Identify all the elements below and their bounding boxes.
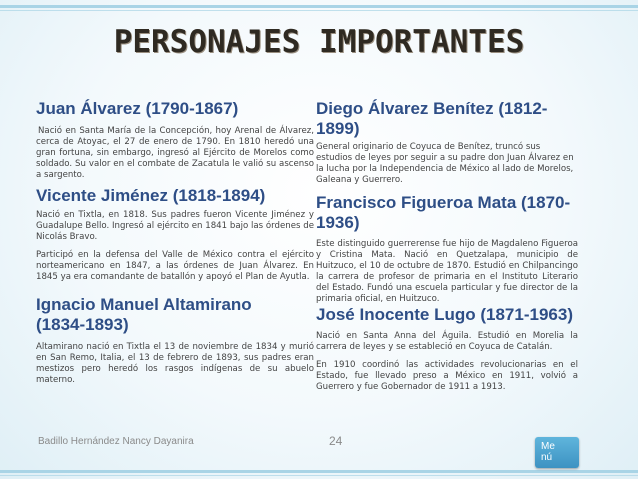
- person-heading: Diego Álvarez Benítez (1812-1899): [316, 99, 548, 138]
- person-heading: Vicente Jiménez (1818-1894): [36, 186, 266, 205]
- menu-button[interactable]: [535, 437, 579, 468]
- bottom-decor-stripe: [0, 470, 638, 473]
- person-paragraph: Este distinguido guerrerense fue hijo de Magdaleno Figueroa y Cristina Mata. Nació en Quetzalapa, municipio de Huitzuco, el 10 de octubre de 1870. Estudió en Chilpancingo la carrera de profesor de primaria en el Instituto Literario del Estado. Fundó una escuela particular y fue director de la primaria oficial, en Huitzuco.: [316, 239, 578, 305]
- right-column: [316, 99, 578, 186]
- person-paragraph: Nació en Santa Anna del Águila. Estudió en Morelia la carrera de leyes y se estableció en Coyuca de Catalán.: [316, 331, 578, 353]
- person-paragraph: Nació en Santa María de la Concepción, hoy Arenal de Álvarez, cerca de Atoyac, el 27 de enero de 1790. En 1810 heredó una gran fortuna, sin embargo, ingresó al Ejército de Morelos como soldado. Su valor en el combate de Zacatula le valió su ascenso a sargento.: [36, 126, 314, 181]
- top-decor-stripe-thin: [0, 10, 638, 11]
- person-paragraph: Altamirano nació en Tixtla el 13 de noviembre de 1834 y murió en San Remo, Italia, el 13 de febrero de 1893, sus padres eran mestizos pero heredó los rasgos indígenas de su abuelo materno.: [36, 342, 314, 386]
- person-paragraph: General originario de Coyuca de Benítez, truncó sus estudios de leyes por seguir a su padre don Juan Álvarez en la lucha por la Independencia de México al lado de Morelos, Galeana y Guerrero.: [316, 142, 574, 186]
- left-column-section-2: [36, 186, 314, 284]
- left-column-section-3: [36, 295, 314, 386]
- slide-title: PERSONAJES IMPORTANTES: [113, 24, 525, 60]
- left-column: [36, 99, 314, 181]
- footer-author: Badillo Hernández Nancy Dayanira: [38, 436, 194, 447]
- person-paragraph: Nació en Tixtla, en 1818. Sus padres fueron Vicente Jiménez y Guadalupe Bello. Ingresó al ejército en 1841 bajo las órdenes de Nicolás Bravo.: [36, 210, 314, 243]
- person-paragraph: En 1910 coordinó las actividades revolucionarias en el Estado, fue llevado preso a México en 1911, volvió a Guerrero y fue Gobernador de 1911 a 1913.: [316, 360, 578, 393]
- person-heading: José Inocente Lugo (1871-1963): [316, 305, 573, 324]
- menu-button-label-line2: nú: [541, 452, 553, 463]
- bottom-decor-stripe-thin: [0, 475, 638, 476]
- person-paragraph: Participó en la defensa del Valle de México contra el ejército norteamericano en 1847, a las órdenes de Juan Álvarez. En 1845 ya era comandante de batallón y apoyó el Plan de Ayutla.: [36, 250, 314, 283]
- person-heading: Ignacio Manuel Altamirano (1834-1893): [36, 295, 252, 334]
- menu-button-label-line1: Me: [541, 441, 555, 452]
- right-column-section-3: [316, 305, 578, 393]
- right-column-section-2: [316, 193, 578, 306]
- top-decor-stripe: [0, 5, 638, 8]
- person-heading: Juan Álvarez (1790-1867): [36, 99, 239, 118]
- person-heading: Francisco Figueroa Mata (1870-1936): [316, 193, 571, 232]
- page-number: 24: [329, 434, 343, 448]
